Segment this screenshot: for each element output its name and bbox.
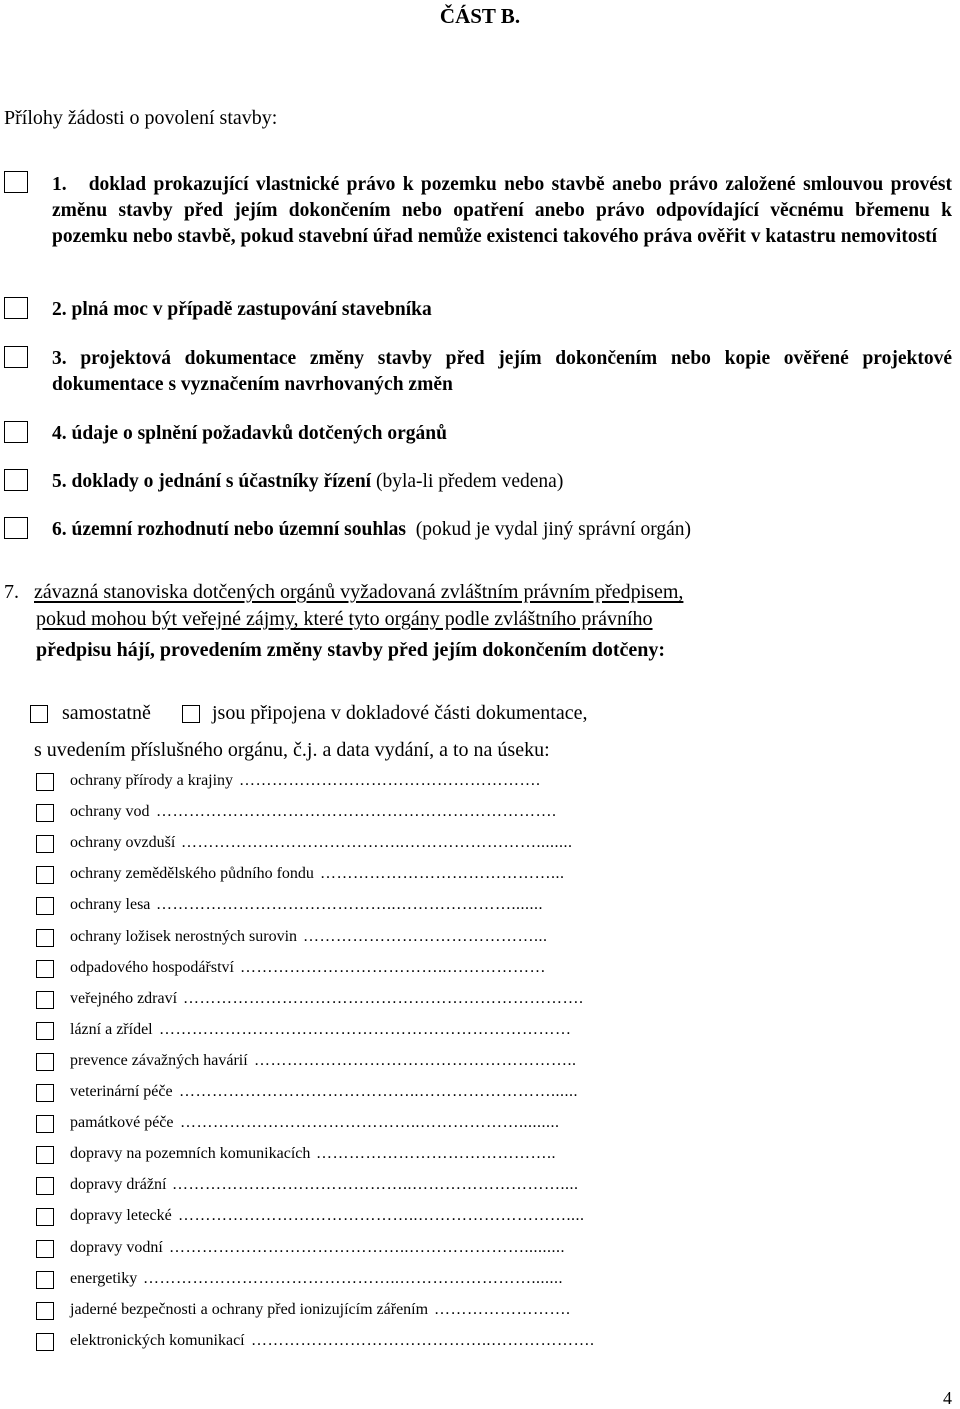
section-label: odpadového hospodářství: [70, 959, 234, 976]
section-checkbox[interactable]: [36, 1053, 54, 1071]
section-label: jaderné bezpečnosti a ochrany před ionizujícím zářením: [70, 1301, 429, 1318]
sections-note: s uvedením příslušného orgánu, č.j. a data vydání, a to na úseku:: [34, 739, 550, 761]
section-fill-line: …………………….: [434, 1301, 571, 1318]
section-checkbox[interactable]: [36, 866, 54, 884]
item-7-line-1: závazná stanoviska dotčených orgánů vyžadovaná zvláštním právním předpisem,: [34, 581, 684, 603]
section-fill-line: ……………………………………………….: [239, 772, 541, 789]
section-checkbox[interactable]: [36, 1115, 54, 1133]
section-fill-line: ……………………………………..……………….........: [180, 1114, 560, 1131]
section-fill-line: ……………………………………..……………….: [251, 1332, 595, 1349]
item-6-suffix: (pokud je vydal jiný správní orgán): [415, 519, 691, 540]
item-1-checkbox[interactable]: [4, 171, 28, 193]
item-1-number: 1.: [52, 174, 67, 195]
section-label: ochrany ložisek nerostných surovin: [70, 928, 298, 945]
section-fill-line: ……………………………………...: [320, 865, 565, 882]
section-fill-line: …………………………………………………..: [254, 1052, 577, 1069]
item-6-text: územní rozhodnutí nebo územní souhlas: [71, 519, 406, 540]
item-6-number: 6.: [52, 519, 67, 540]
item-3-checkbox[interactable]: [4, 346, 28, 368]
item-5-checkbox[interactable]: [4, 469, 28, 491]
section-label: veřejného zdraví: [70, 990, 178, 1007]
item-6-checkbox[interactable]: [4, 517, 28, 539]
section-label: veterinární péče: [70, 1083, 173, 1100]
section-checkbox[interactable]: [36, 1022, 54, 1040]
item-4-number: 4.: [52, 423, 67, 444]
item-5-text: doklady o jednání s účastníky řízení: [71, 471, 372, 492]
section-label: energetiky: [70, 1270, 138, 1287]
section-label: ochrany přírody a krajiny: [70, 772, 234, 789]
section-label: dopravy na pozemních komunikacích: [70, 1145, 311, 1162]
section-fill-line: …………………………………………………………………: [159, 1021, 572, 1038]
section-checkbox[interactable]: [36, 1084, 54, 1102]
item-3-number: 3.: [52, 348, 67, 369]
section-label: památkové péče: [70, 1114, 174, 1131]
section-checkbox[interactable]: [36, 804, 54, 822]
section-label: ochrany zemědělského půdního fondu: [70, 865, 314, 882]
attached-label: jsou připojena v dokladové části dokumentace,: [212, 702, 588, 724]
item-2-text: plná moc v případě zastupování stavebníka: [71, 299, 432, 320]
section-fill-line: …………………………………..……………………........: [181, 834, 573, 851]
section-fill-line: ……………………………………………………………….: [156, 803, 557, 820]
section-checkbox[interactable]: [36, 929, 54, 947]
section-fill-line: ……………………………………..………………….......: [156, 896, 543, 913]
section-checkbox[interactable]: [36, 1333, 54, 1351]
section-label: ochrany vod: [70, 803, 150, 820]
item-7-line-2: pokud mohou být veřejné zájmy, které tyto orgány podle zvláštního právního: [36, 608, 653, 630]
section-checkbox[interactable]: [36, 835, 54, 853]
separate-checkbox[interactable]: [30, 705, 48, 723]
separate-label: samostatně: [62, 702, 151, 724]
section-fill-line: ……………………………………..………………………....: [172, 1176, 579, 1193]
section-checkbox[interactable]: [36, 1208, 54, 1226]
item-6: [52, 517, 932, 543]
section-fill-line: ……………………………………………………………….: [183, 990, 584, 1007]
item-1-text: doklad prokazující vlastnické právo k pozemku nebo stavbě anebo právo založené smlouvou provést změnu stavby před jejím dokončením nebo opatření anebo právo odpovídající věcnému břemenu k pozemku nebo stavbě, pokud stavební úřad nemůže existenci takového práva ověřit v katastru nemovitostí: [52, 174, 953, 247]
item-7-line-3: předpisu hájí, provedením změny stavby před jejím dokončením dotčeny:: [36, 639, 666, 661]
section-checkbox[interactable]: [36, 1146, 54, 1164]
page-title: ČÁST B.: [439, 4, 521, 28]
section-checkbox[interactable]: [36, 897, 54, 915]
section-fill-line: ………………………………..………………: [240, 959, 546, 976]
item-2-checkbox[interactable]: [4, 297, 28, 319]
item-5-suffix: (byla-li předem vedena): [375, 471, 564, 492]
page-number: 4: [943, 1388, 952, 1408]
item-4: [52, 421, 932, 447]
item-2-number: 2.: [52, 299, 67, 320]
section-checkbox[interactable]: [36, 991, 54, 1009]
section-checkbox[interactable]: [36, 1271, 54, 1289]
section-checkbox[interactable]: [36, 1240, 54, 1258]
item-4-text: údaje o splnění požadavků dotčených orgánů: [71, 423, 447, 444]
section-checkbox[interactable]: [36, 1177, 54, 1195]
item-3: [52, 346, 952, 398]
section-fill-line: ……………………………………...: [303, 928, 548, 945]
section-checkbox[interactable]: [36, 1302, 54, 1320]
item-3-text: projektová dokumentace změny stavby před jejím dokončením nebo kopie ověřené projektové dokumentace s vyznačením navrhovaných změn: [52, 348, 952, 395]
section-fill-line: ……………………………………..……………………......: [179, 1083, 578, 1100]
section-label: ochrany lesa: [70, 896, 151, 913]
section-label: dopravy letecké: [70, 1207, 172, 1224]
section-checkbox[interactable]: [36, 960, 54, 978]
section-label: lázní a zřídel: [70, 1021, 153, 1038]
item-7-number: 7.: [4, 581, 19, 603]
section-fill-line: ………………………………………..…………………….......: [143, 1270, 563, 1287]
attachments-heading: Přílohy žádosti o povolení stavby:: [4, 107, 278, 129]
section-label: ochrany ovzduší: [70, 834, 176, 851]
item-1: [52, 172, 952, 250]
section-checkbox[interactable]: [36, 773, 54, 791]
item-5: [52, 469, 932, 495]
section-fill-line: ……………………………………..………………………....: [178, 1207, 585, 1224]
section-fill-line: ……………………………………..: [316, 1145, 556, 1162]
item-4-checkbox[interactable]: [4, 421, 28, 443]
item-2: [52, 297, 932, 323]
section-fill-line: ……………………………………..………………….........: [169, 1239, 565, 1256]
section-label: dopravy drážní: [70, 1176, 167, 1193]
section-label: elektronických komunikací: [70, 1332, 245, 1349]
section-label: prevence závažných havárií: [70, 1052, 248, 1069]
section-label: dopravy vodní: [70, 1239, 163, 1256]
attached-checkbox[interactable]: [182, 705, 200, 723]
item-5-number: 5.: [52, 471, 67, 492]
